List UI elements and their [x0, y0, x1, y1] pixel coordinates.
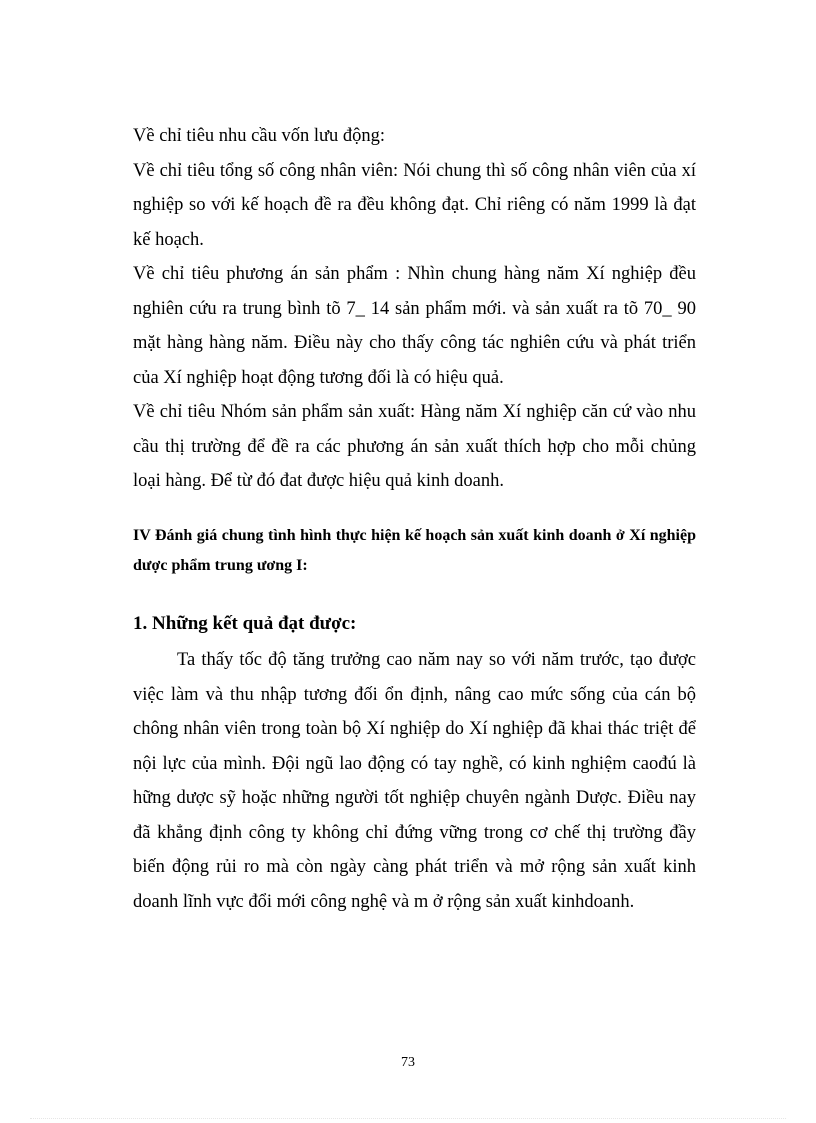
paragraph-product-plan: Về chỉ tiêu phương án sản phẩm : Nhìn chung hàng năm Xí nghiệp đều nghiên cứu ra trung bình tõ 7_ 14 sản phẩm mới. và sản xuất ra tõ 70_ 90 mặt hàng hàng năm. Điều này cho thấy công tác nghiên cứu và phát triển của Xí nghiệp hoạt động tương đối là có hiệu quả.: [133, 264, 696, 388]
paragraph-employee-count: Về chỉ tiêu tổng số công nhân viên: Nói chung thì số công nhân viên của xí nghiệp so với kế hoạch đề ra đều không đạt. Chỉ riêng có năm 1999 là đạt kế hoạch.: [133, 160, 696, 250]
criteria-section: [133, 119, 696, 499]
page-bottom-rule: [30, 1118, 786, 1119]
paragraph-working-capital: Về chỉ tiêu nhu cầu vốn lưu động:: [133, 126, 386, 146]
subheading-results: 1. Những kết quả đạt được:: [133, 613, 357, 634]
paragraph-results: Ta thấy tốc độ tăng trưởng cao năm nay so với năm trước, tạo được việc làm và thu nhập tương đối ổn định, nâng cao mức sống của cán bộ chông nhân viên trong toàn bộ Xí nghiệp do Xí nghiệp đã khai thác triệt để nội lực của mình. Đội ngũ lao động có tay nghề, có kinh nghiệm caođú là hững dược sỹ hoặc những người tốt nghiệp chuyên ngành Dược. Điều nay đã khẳng định công ty không chỉ đứng vững trong cơ chế thị trường đầy biến động rủi ro mà còn ngày càng phát triển và mở rộng sản xuất kinh doanh lĩnh vực đổi mới công nghệ và m ở rộng sản xuất kinhdoanh.: [133, 650, 696, 912]
results-section: [133, 643, 696, 919]
section-heading: IV Đánh giá chung tình hình thực hiện kế hoạch sản xuất kinh doanh ở Xí nghiệp dược phẩm trung ương I:: [133, 527, 696, 574]
page-number: 73: [401, 1055, 415, 1070]
paragraph-product-group: Về chỉ tiêu Nhóm sản phẩm sản xuất: Hàng năm Xí nghiệp căn cứ vào nhu cầu thị trường để đề ra các phương án sản xuất thích hợp cho mỗi chủng loại hàng. Để từ đó đat được hiệu quả kinh doanh.: [133, 402, 696, 491]
